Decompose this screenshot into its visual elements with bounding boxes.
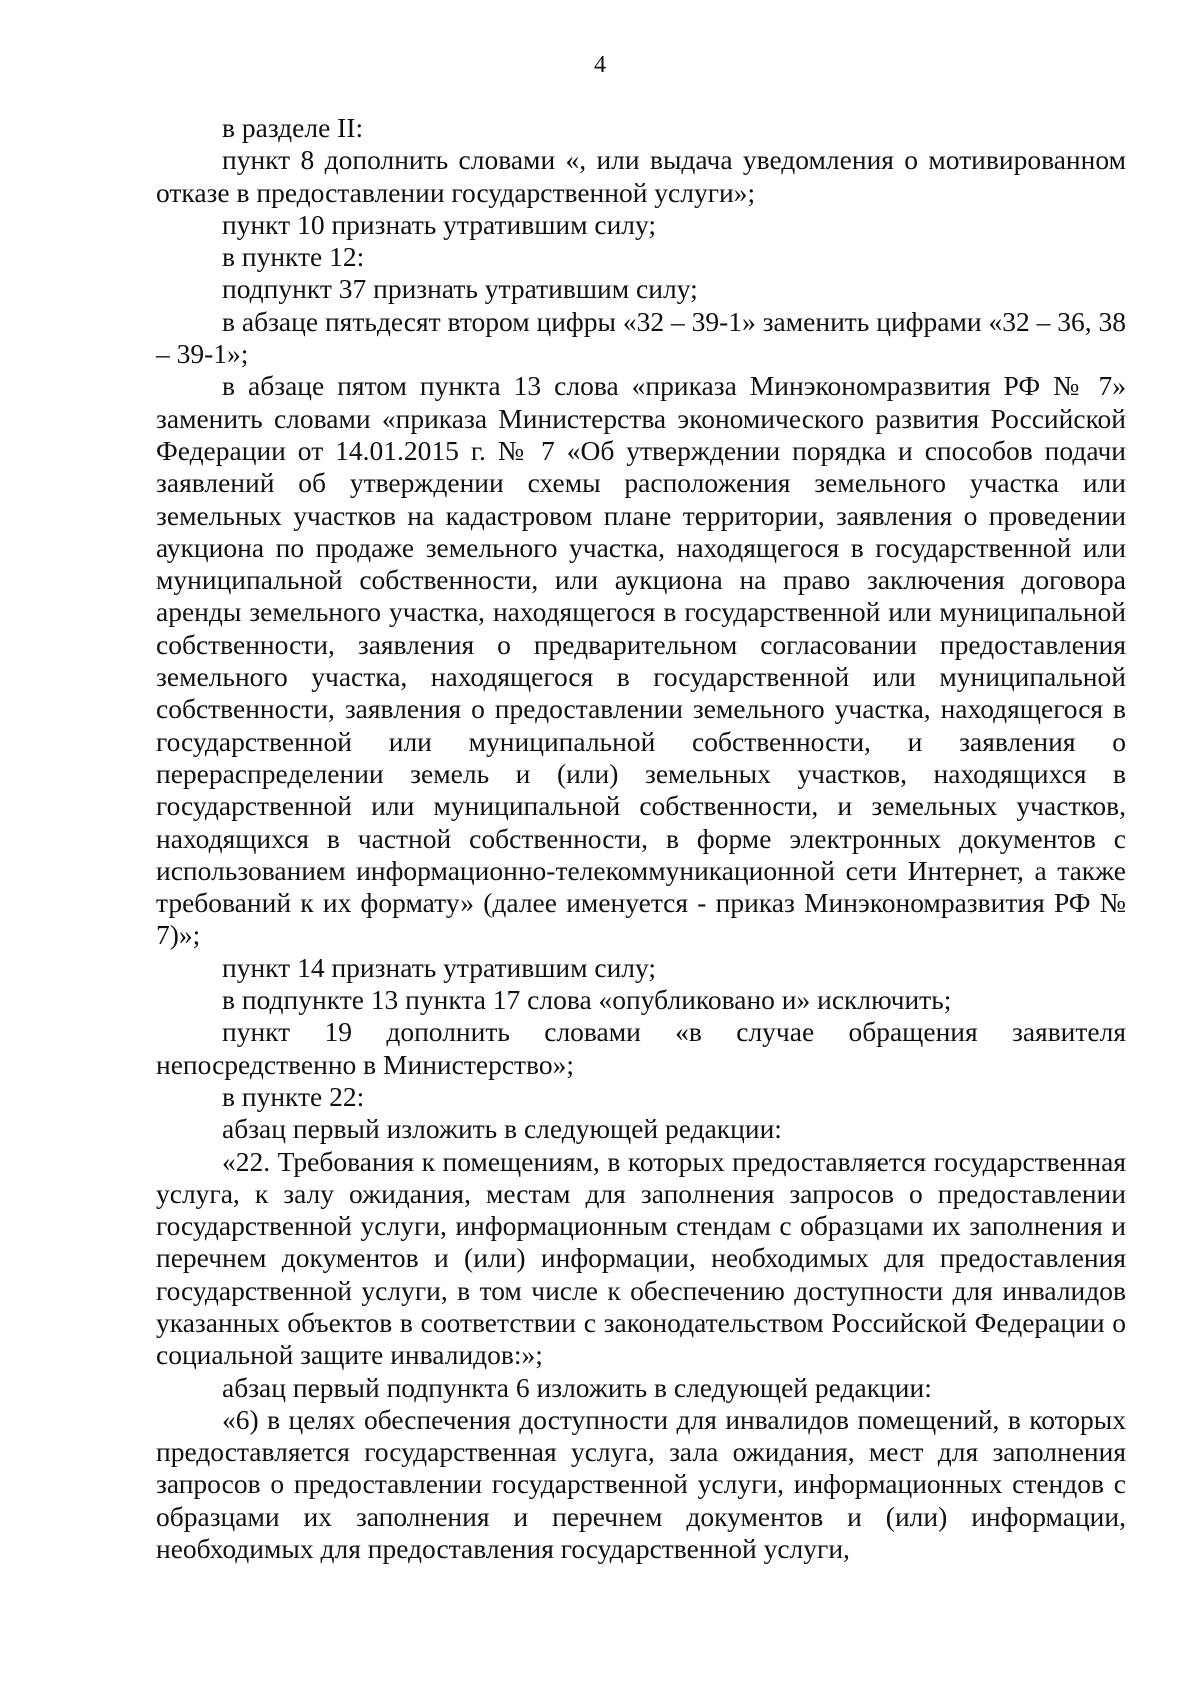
paragraph-subitem-37: подпункт 37 признать утратившим силу; bbox=[222, 273, 698, 305]
paragraph-item-8: пункт 8 дополнить словами «, или выдача уведомления о мотивированном отказе в предоставлении государственной услуги»; bbox=[156, 144, 1126, 208]
paragraph-item-22-text: «22. Требования к помещениям, в которых предоставляется государственная услуга, к залу ожидания, местам для заполнения запросов о предоставлении государственной услуги, информационным стендам с образцами их заполнения и перечнем документов и (или) информации, необходимых для предоставления государственной услуги, в том числе к обеспечению доступности для инвалидов указанных объектов в соответствии с законодательством Российской Федерации о социальной защите инвалидов:»; bbox=[156, 1145, 1126, 1371]
paragraph-subitem-6-heading: абзац первый подпункта 6 изложить в следующей редакции: bbox=[222, 1371, 932, 1403]
page-number: 4 bbox=[594, 52, 606, 78]
paragraph-item-12-heading: в пункте 12: bbox=[222, 241, 365, 273]
paragraph-section-2-heading: в разделе II: bbox=[222, 112, 364, 143]
paragraph-item-19: пункт 19 дополнить словами «в случае обращения заявителя непосредственно в Министерство»; bbox=[156, 1016, 1126, 1080]
paragraph-item-10: пункт 10 признать утратившим силу; bbox=[222, 208, 657, 240]
paragraph-item-22-heading: в пункте 22: bbox=[222, 1080, 365, 1112]
paragraph-item-17: в подпункте 13 пункта 17 слова «опубликовано и» исключить; bbox=[222, 984, 952, 1016]
paragraph-abzac-52: в абзаце пятьдесят втором цифры «32 – 39-1» заменить цифрами «32 – 36, 38 – 39-1»; bbox=[156, 305, 1126, 370]
document-body bbox=[156, 112, 1126, 1565]
paragraph-item-14: пункт 14 признать утратившим силу; bbox=[222, 951, 657, 983]
paragraph-subitem-6-text: «6) в целях обеспечения доступности для инвалидов помещений, в которых предоставляется государственная услуга, зала ожидания, мест для заполнения запросов о предоставлении государственной услуги, информационных стендов с образцами их заполнения и перечнем документов и (или) информации, необходимых для предоставления государственной услуги, bbox=[156, 1403, 1126, 1565]
paragraph-item-13: в абзаце пятом пункта 13 слова «приказа Минэкономразвития РФ № 7» заменить словами «приказа Министерства экономического развития Российской Федерации от 14.01.2015 г. № 7 «Об утверждении порядка и способов подачи заявлений об утверждении схемы расположения земельного участка или земельных участков на кадастровом плане территории, заявления о проведении аукциона по продаже земельного участка, находящегося в государственной или муниципальной собственности, или аукциона на право заключения договора аренды земельного участка, находящегося в государственной или муниципальной собственности, заявления о предварительном согласовании предоставления земельного участка, находящегося в государственной или муниципальной собственности, заявления о предоставлении земельного участка, находящегося в государственной или муниципальной собственности, и заявления о перераспределении земель и (или) земельных участков, находящихся в государственной или муниципальной собственности, и земельных участков, находящихся в частной собственности, в форме электронных документов с использованием информационно-телекоммуникационной сети Интернет, а также требований к их формату» (далее именуется - приказ Минэкономразвития РФ № 7)»; bbox=[156, 370, 1126, 951]
paragraph-abzac-first: абзац первый изложить в следующей редакции: bbox=[222, 1113, 782, 1145]
